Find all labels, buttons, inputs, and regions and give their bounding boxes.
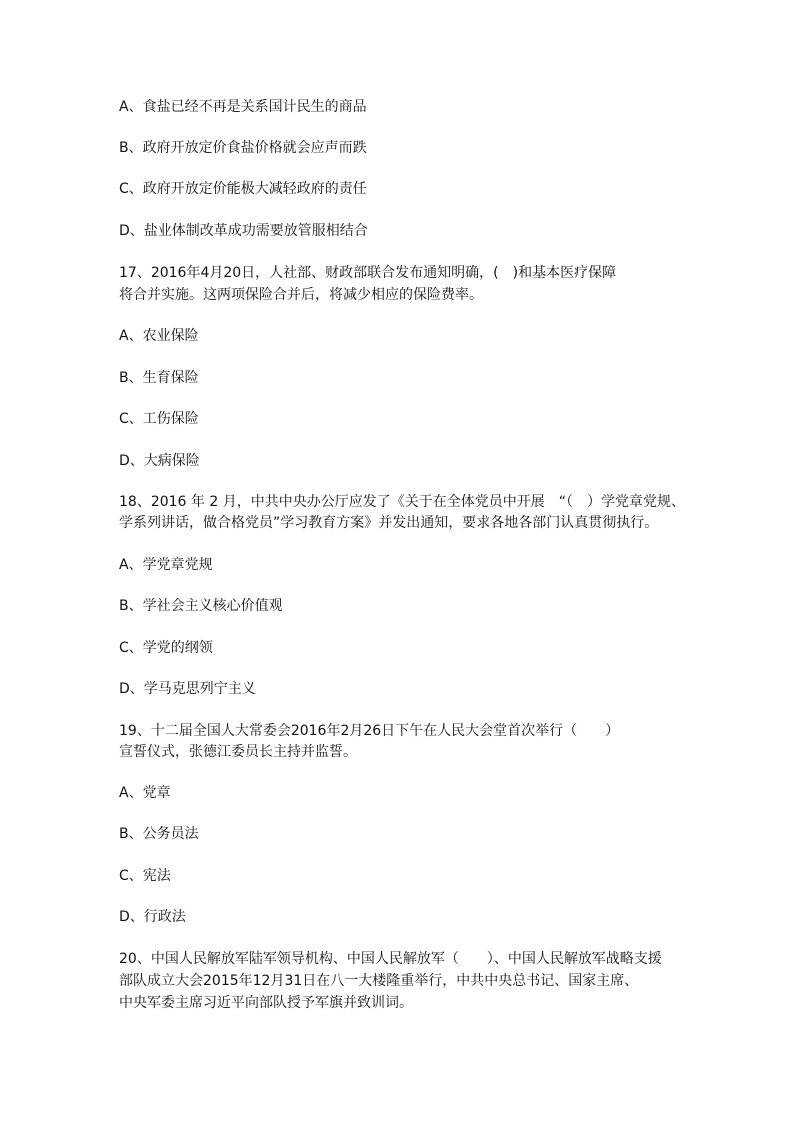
q16-option-b: B、政府开放定价食盐价格就会应声而跌: [119, 140, 367, 156]
q19-option-d: D、行政法: [119, 909, 186, 925]
q18-text-line-1: 18、2016 年 2 月，中共中央办公厅应发了《关于在全体党员中开展 “（ ）学党章党规、: [119, 494, 685, 510]
q17-option-a: A、农业保险: [119, 328, 199, 344]
q18-option-d: D、学马克思列宁主义: [119, 681, 256, 697]
q17-option-d: D、大病保险: [119, 453, 200, 469]
q19-text-line-1: 19、十二届全国人大常委会2016年2月26日下午在人民大会堂首次举行（ ）: [119, 723, 620, 739]
q18-option-b: B、学社会主义核心价值观: [119, 598, 283, 614]
q17-option-b: B、生育保险: [119, 370, 199, 386]
q16-option-d: D、盐业体制改革成功需要放管服相结合: [119, 223, 368, 239]
q16-option-a: A、食盐已经不再是关系国计民生的商品: [119, 99, 367, 115]
q17-text-line-2: 将合并实施。这两项保险合并后，将减少相应的保险费率。: [119, 287, 483, 303]
q16-option-c: C、政府开放定价能极大减轻政府的责任: [119, 181, 367, 197]
q18-text-line-2: 学系列讲话，做合格党员”学习教育方案》并发出通知，要求各地各部门认真贯彻执行。: [119, 515, 659, 531]
q20-text-line-3: 中央军委主席习近平向部队授予军旗并致训词。: [119, 995, 413, 1011]
q17-text-line-1: 17、2016年4月20日，人社部、财政部联合发布通知明确，( )和基本医疗保障: [119, 265, 617, 281]
q19-option-a: A、党章: [119, 785, 171, 801]
q18-option-c: C、学党的纲领: [119, 640, 213, 656]
q17-option-c: C、工伤保险: [119, 411, 199, 427]
q20-text-line-2: 部队成立大会2015年12月31日在八一大楼隆重举行，中共中央总书记、国家主席、: [119, 973, 639, 989]
q19-option-b: B、公务员法: [119, 826, 199, 842]
q19-option-c: C、宪法: [119, 868, 171, 884]
q20-text-line-1: 20、中国人民解放军陆军领导机构、中国人民解放军（ ）、中国人民解放军战略支援: [119, 951, 662, 967]
q18-option-a: A、学党章党规: [119, 557, 213, 573]
q19-text-line-2: 宣誓仪式，张德江委员长主持并监誓。: [119, 744, 357, 760]
